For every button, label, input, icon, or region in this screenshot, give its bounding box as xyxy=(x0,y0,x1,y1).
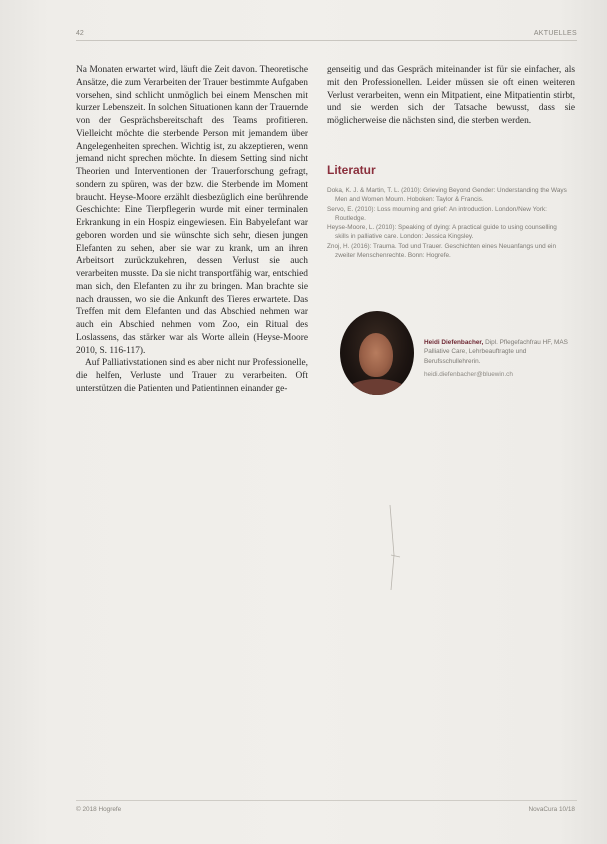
left-column xyxy=(76,64,308,396)
author-info xyxy=(424,338,574,366)
author-photo-shoulders xyxy=(344,379,410,395)
reference-item: Servo, E. (2010): Loss mourning and grief: An introduction. London/New York: Routledge. xyxy=(327,205,547,222)
author-email-link[interactable]: heidi.diefenbacher@bluewin.ch xyxy=(424,371,513,378)
body-paragraph: genseitig und das Gespräch miteinander ist für sie einfacher, als mit den Professionellen. Leider müssen sie oft einen weiteren Verlust verarbeiten, wenn ein Mitpatient, eine Mitpatientin stirbt, und sie werden sich der Tatsache bewusst, dass sie möglicherweise die nächsten sind, die sterben werden. xyxy=(327,65,575,126)
body-paragraph: Na Monaten erwartet wird, läuft die Zeit davon. Theoretische Ansätze, die zum Verarbeiten der Trauer bestimmte Aufgaben vorsehen, sind schlicht unmöglich bei einem Menschen mit kurzer Lebenszeit. In solchen Situationen kann der Trauernde von der Gesprächsbereitschaft des Teams profitieren. Vielleicht möchte die sterbende Person mit jemandem über Angelegenheiten sprechen. Wichtig ist, zu akzeptieren, wenn jemand nicht sprechen möchte. In diesem Setting sind nicht Theorien und Interventionen der Trauerforschung gefragt, sondern zu spüren, was der bzw. die Sterbende im Moment braucht. Heyse-Moore erzählt diesbezüglich eine berührende Geschichte: Eine Tierpflegerin wurde mit einer terminalen Erkrankung in ein Hospiz eingewiesen. Ein Babyelefant war geboren worden und sie wünschte sich sehr, diesen jungen Elefanten zu sehen, aber sie war zu krank, um an ihren Arbeitsort zurückzukehren, dessen Verlust sie auch verarbeiten musste. Da sie nicht transportfähig war, entschied man sich, den Elefanten zu ihr zu bringen. Man brachte sie nach draussen, wo sie die Ankunft des Tieres erwartete. Das Treffen mit dem Elefanten und das Abschied nehmen war auch ein Abschied nehmen vom Zoo, ein Ritual des Loslassens, das stärker war als Worte allein (Heyse-Moore 2010, S. 116-117). xyxy=(76,65,308,356)
page-number: 42 xyxy=(76,30,84,37)
author-photo xyxy=(340,311,414,395)
body-paragraph: Auf Palliativstationen sind es aber nicht nur Professionelle, die helfen, Verluste und Trauer zu verarbeiten. Oft unterstützen die Patienten und Patientinnen einander ge- xyxy=(76,358,308,394)
right-column xyxy=(327,64,575,128)
header-rule xyxy=(76,40,577,41)
author-name: Heidi Diefenbacher, xyxy=(424,339,484,346)
reference-list xyxy=(327,186,572,260)
footer-issue: NovaCura 10/18 xyxy=(528,806,575,813)
reference-item: Heyse-Moore, L. (2010): Speaking of dying: A practical guide to using counselling skills in palliative care. London: Jessica Kingsley. xyxy=(327,224,557,241)
running-head: AKTUELLES xyxy=(533,30,577,37)
literature-heading: Literatur xyxy=(327,163,376,177)
footer-publisher: © 2018 Hogrefe xyxy=(76,806,122,813)
author-bio: Dipl. Pflegefachfrau HF, MAS Palliative Care, Lehrbeauftragte und Berufsschullehrerin. xyxy=(424,339,568,365)
footer-rule xyxy=(76,800,577,801)
reference-item: Znoj, H. (2016): Trauma. Tod und Trauer. Geschichten eines Neuanfangs und ein zweiter Menschenrechte. Bonn: Hogrefe. xyxy=(327,242,557,260)
pencil-mark xyxy=(360,495,440,615)
reference-item: Doka, K. J. & Martin, T. L. (2010): Grieving Beyond Gender: Understanding the Ways Men and Women Mourn. Hoboken: Taylor & Francis. xyxy=(327,187,567,204)
author-photo-face xyxy=(359,333,393,377)
